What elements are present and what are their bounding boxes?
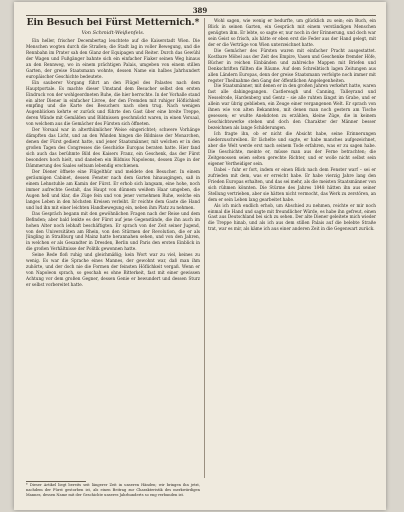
paragraph: Als ich mich endlich erhob, um Abschied zu nehmen, reichte er mir noch einmal die Hand und sagte mit freundlicher Würde, es habe ihn gefreut, einen Gast aus Deutschland bei sich zu sehen. Der alte Diener geleitete mich wieder die Treppe hinab, und als ich aus dem stillen Palais auf die belebte Straße trat, war es mir, als käme ich aus einer anderen Zeit in die Gegenwart zurück. [208,202,376,232]
header-rule [26,15,376,16]
article-title: Ein Besuch bei Fürst Metternich.* [26,18,200,28]
column-divider [204,18,205,478]
paragraph: Die Gemächer des Fürsten waren mit einfacher Pracht ausgestattet. Kostbare Möbel aus der Zeit des Empire, Vasen und Geschenke fremder Höfe, Bücher in reichen Einbänden und zahlreiche Mappen mit Briefen und Denkschriften füllten die Räume. Auf dem Schreibtisch lagen Zeitungen aus allen Ländern Europas, denn der greise Staatsmann verfolgte noch immer mit regster Theilnahme den Gang der öffentlichen Angelegenheiten. [208,47,376,83]
right-column [208,18,376,478]
paragraph: Dabei – fuhr er fort, indem er einen Blick nach dem Fenster warf – sei er zufrieden mit dem, was er erreicht habe. Er habe vierzig Jahre lang den Frieden Europas erhalten, und das sei mehr, als die meisten Staatsmänner von sich rühmen könnten. Die Stürme des Jahres 1848 hätten ihn aus seiner Stellung vertrieben, aber sie hätten nicht vermocht, das Werk zu zerstören, an dem er sein Leben lang gearbeitet habe. [208,166,376,202]
paragraph: Das Gespräch begann mit den gewöhnlichen Fragen nach der Reise und dem Befinden; aber bald lenkte es der Fürst auf jene Gegenstände, die ihn auch im hohen Alter noch lebhaft beschäftigten. Er sprach von der Zeit seiner Jugend, von den Universitäten am Rhein, von den Stürmen der Revolution, die er als Jüngling in Straßburg und Mainz hatte herannahen sehen, und von den Jahren, in welchen er als Gesandter in Dresden, Berlin und Paris den ersten Einblick in die großen Verhältnisse der Politik gewonnen hatte. [26,210,200,252]
paragraph: Ich fragte ihn, ob er nicht die Absicht habe, seine Erinnerungen niederzuschreiben. Er lächelte und sagte, er habe manches aufgezeichnet, aber die Welt werde erst nach seinem Tode erfahren, was er zu sagen habe. Die Geschichte, meinte er, müsse man aus der Ferne betrachten; die Zeitgenossen seien selten gerechte Richter, und er wolle nicht selbst sein eigener Vertheidiger sein. [208,131,376,166]
left-column [26,38,200,478]
newspaper-page [14,2,386,510]
footnote-rule [26,481,86,482]
footnote: * Dieser Artikel liegt bereits seit längerer Zeit in unseren Händen; wir bringen ihn jetzt, nachdem der Fürst gestorben ist, als einen Beitrag zur Charakteristik des merkwürdigen Mannes, dessen Name mit der Geschichte unseres Jahrhunderts so eng verbunden ist. [26,483,200,497]
paragraph: Die Staatsmänner, mit denen er in den großen Jahren verkehrt hatte, waren fast alle dahingegangen. Castlereagh und Canning, Talleyrand und Nesselrode, Hardenberg und Gentz – sie alle ruhten längst im Grabe, und er allein war übrig geblieben, ein Zeuge einer vergangenen Welt. Er sprach von ihnen wie von alten Bekannten, mit denen man noch gestern am Tische gesessen; er wußte Anekdoten zu erzählen, kleine Züge, die in keinem Geschichtswerke stehen und doch den Charakter der Männer besser bezeichnen als lange Schilderungen. [208,83,376,131]
paragraph: Der Diener öffnete eine Flügelthür und meldete den Besucher. In einem geräumigen Cabinet, dessen Fenster nach dem Garten hinausgingen, saß in einem Lehnstuhle am Kamin der Fürst. Er erhob sich langsam, eine hohe, noch immer aufrechte Gestalt, das Haupt von dünnem weißem Haar umgeben, die Augen hell und klar, die Züge fein und von jener vornehmen Ruhe, welche ein langes Leben in den höchsten Kreisen verleiht. Er reichte dem Gaste die Hand und lud ihn mit einer leichten Handbewegung ein, neben ihm Platz zu nehmen. [26,168,200,210]
paragraph: Ein heller, frischer Decembertag leuchtete auf die Kaiserstadt Wien. Die Menschen wogten durch die Straßen; die Stadt lag in voller Bewegung, und die Rennbahn im Prater sah den Glanz der Equipagen und Reiter. Durch das Gewühl der Wagen und Fußgänger bahnte sich ein einfacher Fiaker seinen Weg hinaus an den Rennweg, wo in einem prächtigen Palais, umgeben von einem stillen Garten, der greise Staatsmann wohnte, dessen Name ein halbes Jahrhundert europäischer Geschichte bedeutete. [26,38,200,79]
page-number: 389 [192,6,208,15]
paragraph: Wohl sagen, wie wenig er bedurfte, um glücklich zu sein; ein Buch, ein Blick in seinen Garten, ein Gespräch mit einem verständigen Menschen genügten ihm. Er lebte, so sagte er, nur noch in der Erinnerung, und doch war sein Geist so frisch, als hätte er eben erst die Feder aus der Hand gelegt, mit der er die Verträge von Wien unterzeichnet hatte. [208,18,376,47]
paragraph: Der Vorsaal war in alterthümlicher Weise eingerichtet; schwere Vorhänge dämpften das Licht, und an den Wänden hingen die Bildnisse der Monarchen, denen der Fürst gedient hatte, und jener Staatsmänner, mit welchen er in den großen Tagen des Congresses die Geschicke Europas beraten hatte. Hier fand sich auch das berühmte Bild des Kaisers Franz, ein Geschenk, das der Fürst besonders hoch hielt, und daneben ein Bildniss Napoleons, dessen Züge in der Dämmerung des Saales seltsam lebendig erschienen. [26,127,200,169]
paragraph: Ein sauberer Vorgang führt an den Flügel des Palastes nach dem Hauptportale. Es machte dieser Umstand dem Besucher selbst den ersten Eindruck von der wohlgeordneten Ruhe, die hier herrschte. In der Vorhalle stand ein alter Diener in einfacher Livree, der den Fremden mit ruhiger Höflichkeit empfing und die Karte des Besuchers nach oben trug. Nach wenigen Augenblicken kehrte er zurück und führte den Gast über eine breite Treppe, deren Wände mit Gemälden und Bildnissen geschmückt waren, in einen Vorsaal, von welchem aus die Gemächer des Fürsten sich öffneten. [26,79,200,127]
paragraph: Seine Rede floß ruhig und gleichmäßig; kein Wort war zu viel, keines zu wenig. Es war die Sprache eines Mannes, der gewohnt war, daß man ihm zuhörte, und der doch nie die Formen der feinsten Höflichkeit vergaß. Wenn er von Napoleon sprach, so geschah es ohne Bitterkeit, fast mit einer gewissen Achtung vor dem großen Gegner, dessen Genie er bewundert und dessen Sturz er selbst vorbereitet hatte. [26,252,200,288]
article-byline: Von Schmidt-Weißenfels. [81,30,145,36]
